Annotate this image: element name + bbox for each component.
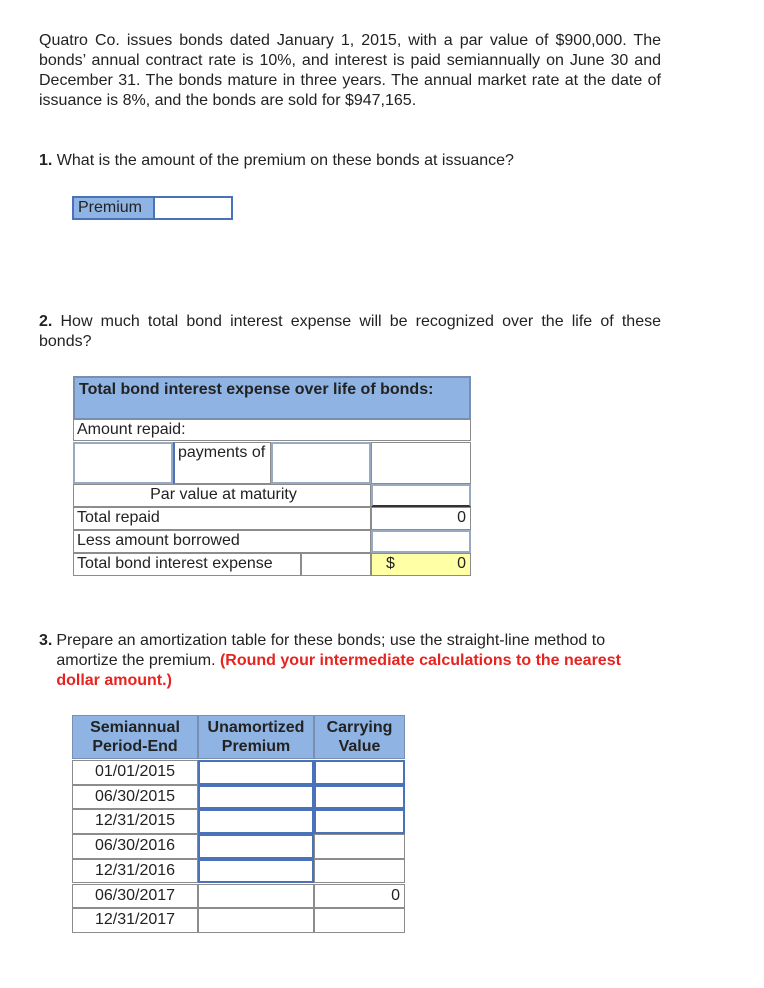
unamortized-premium-cell xyxy=(198,884,314,909)
question-2-text: How much total bond interest expense will be recognized over the life of these bonds? xyxy=(39,313,661,350)
period-date: 06/30/2017 xyxy=(72,884,198,909)
payment-amount-input[interactable] xyxy=(271,442,371,484)
total-expense-spacer xyxy=(301,553,371,576)
amount-repaid-label: Amount repaid: xyxy=(73,419,471,441)
premium-input[interactable] xyxy=(153,196,233,220)
total-repaid-label: Total repaid xyxy=(73,507,371,530)
question-1 xyxy=(39,151,514,171)
question-1-number: 1. xyxy=(39,152,53,169)
period-date: 06/30/2015 xyxy=(72,785,198,810)
payments-total-cell xyxy=(371,442,471,484)
payments-of-label: payments of xyxy=(173,442,271,484)
less-borrowed-label: Less amount borrowed xyxy=(73,530,371,553)
header-unamortized-premium: Unamortized Premium xyxy=(198,715,314,759)
carrying-value-cell xyxy=(314,834,405,859)
interest-expense-header: Total bond interest expense over life of bonds: xyxy=(73,376,471,420)
period-date: 12/31/2017 xyxy=(72,908,198,933)
currency-symbol: $ xyxy=(386,555,395,572)
header-period-end: Semiannual Period-End xyxy=(72,715,198,759)
rounding-note: (Round your intermediate calculations to the nearest dollar amount.) xyxy=(56,652,621,689)
par-value-label: Par value at maturity xyxy=(73,484,371,507)
unamortized-premium-cell xyxy=(198,908,314,933)
unamortized-premium-input[interactable] xyxy=(198,834,314,859)
carrying-value-cell xyxy=(314,859,405,884)
unamortized-premium-input[interactable] xyxy=(198,760,314,785)
carrying-value-cell: 0 xyxy=(314,884,405,909)
period-date: 12/31/2016 xyxy=(72,859,198,884)
premium-label: Premium xyxy=(72,196,154,220)
carrying-value-input[interactable] xyxy=(314,760,405,785)
question-3-text: Prepare an amortization table for these bonds; use the straight-line method to amortize the premium. xyxy=(56,632,606,669)
period-date: 01/01/2015 xyxy=(72,760,198,785)
question-1-text: What is the amount of the premium on these bonds at issuance? xyxy=(56,152,514,169)
question-2 xyxy=(39,312,661,352)
period-date: 12/31/2015 xyxy=(72,809,198,834)
total-repaid-value: 0 xyxy=(371,507,471,530)
question-3-number: 3. xyxy=(39,632,53,649)
number-of-payments-input[interactable] xyxy=(73,442,173,484)
header-carrying-value: Carrying Value xyxy=(314,715,405,759)
unamortized-premium-input[interactable] xyxy=(198,859,314,884)
carrying-value-input[interactable] xyxy=(314,785,405,810)
amortization-table xyxy=(72,715,405,935)
total-expense-label: Total bond interest expense xyxy=(73,553,301,576)
unamortized-premium-input[interactable] xyxy=(198,785,314,810)
question-2-number: 2. xyxy=(39,313,53,330)
carrying-value-input[interactable] xyxy=(314,809,405,834)
par-value-input[interactable] xyxy=(371,484,471,507)
total-expense-value-cell xyxy=(371,553,471,576)
carrying-value-cell xyxy=(314,908,405,933)
amount-borrowed-input[interactable] xyxy=(371,530,471,553)
period-date: 06/30/2016 xyxy=(72,834,198,859)
unamortized-premium-input[interactable] xyxy=(198,809,314,834)
problem-intro: Quatro Co. issues bonds dated January 1, 2015, with a par value of $900,000. The bonds’ annual contract rate is 10%, and interest is paid semiannually on June 30 and December 31. The bonds mature in three years. The annual market rate at the date of issuance is 8%, and the bonds are sold for $947,165. xyxy=(39,32,661,109)
question-3 xyxy=(39,631,661,691)
total-expense-value: 0 xyxy=(457,555,466,572)
